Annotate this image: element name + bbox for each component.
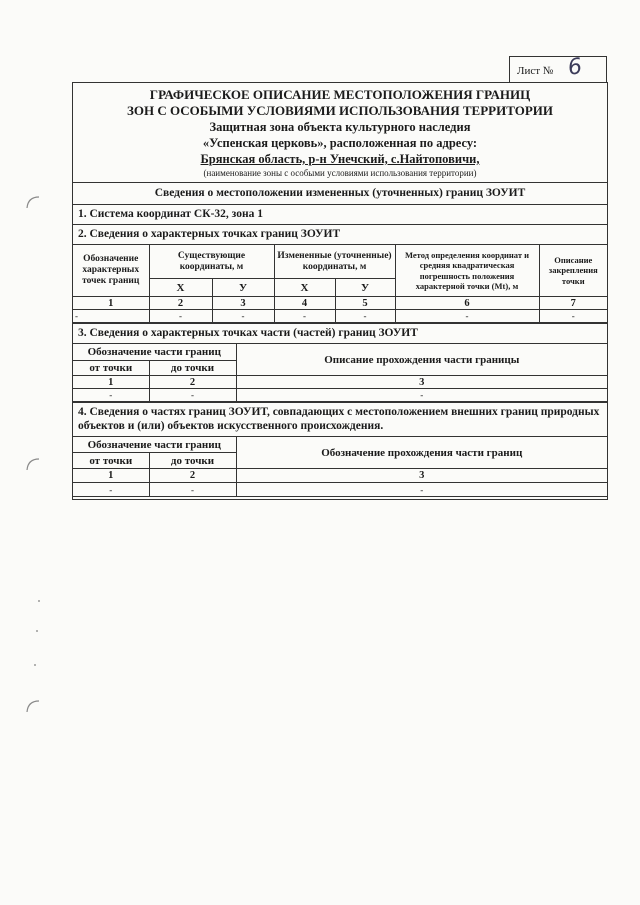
header-changed-coordinates: Измененные (уточненные) координаты, м bbox=[274, 245, 395, 279]
table-cell: - bbox=[212, 310, 274, 323]
column-number: 2 bbox=[149, 297, 212, 310]
column-number: 6 bbox=[395, 297, 539, 310]
table-cell: - bbox=[149, 389, 236, 402]
points-table bbox=[73, 244, 607, 323]
section-4-title: 4. Сведения о частях границ ЗОУИТ, совпадающих с местоположением внешних границ природных объектов и (или) объектов искусственного происхождения. bbox=[73, 402, 607, 436]
document-frame bbox=[72, 82, 608, 500]
part-points-table bbox=[73, 343, 607, 402]
punch-hole-mark bbox=[24, 454, 46, 476]
table-cell: - bbox=[149, 310, 212, 323]
title-line-2: ЗОН С ОСОБЫМИ УСЛОВИЯМИ ИСПОЛЬЗОВАНИЯ ТЕРРИТОРИИ bbox=[127, 103, 553, 118]
table-cell: - bbox=[539, 310, 607, 323]
section-3-title: 3. Сведения о характерных точках части (частей) границ ЗОУИТ bbox=[73, 323, 607, 343]
column-number: 2 bbox=[149, 376, 236, 389]
punch-hole-mark bbox=[24, 696, 46, 718]
header-to-point: до точки bbox=[149, 361, 236, 376]
table-cell: - bbox=[236, 483, 607, 497]
column-number: 3 bbox=[212, 297, 274, 310]
column-number: 7 bbox=[539, 297, 607, 310]
table-cell: - bbox=[335, 310, 395, 323]
table-cell: - bbox=[73, 389, 149, 402]
header-to-point: до точки bbox=[149, 453, 236, 469]
table-cell: - bbox=[149, 483, 236, 497]
zone-name-note: (наименование зоны с особыми условиями использования территории) bbox=[203, 168, 477, 178]
scan-speck bbox=[36, 630, 38, 632]
header-existing-coordinates: Существующие координаты, м bbox=[149, 245, 274, 279]
column-number: 1 bbox=[73, 376, 149, 389]
column-number: 1 bbox=[73, 469, 149, 483]
column-number: 5 bbox=[335, 297, 395, 310]
scan-speck bbox=[38, 600, 40, 602]
sheet-number: 6 bbox=[566, 54, 584, 81]
header-y-changed: У bbox=[335, 279, 395, 297]
header-part-passage: Обозначение прохождения части границ bbox=[236, 437, 607, 469]
column-number: 3 bbox=[236, 469, 607, 483]
column-number: 2 bbox=[149, 469, 236, 483]
header-part-designation: Обозначение части границ bbox=[73, 344, 236, 361]
header-part-description: Описание прохождения части границы bbox=[236, 344, 607, 376]
table-cell: - bbox=[395, 310, 539, 323]
column-number: 1 bbox=[73, 297, 149, 310]
section-changed-title: Сведения о местоположении измененных (уточненных) границ ЗОУИТ bbox=[73, 182, 607, 204]
zone-line-2: «Успенская церковь», расположенная по адресу: bbox=[202, 136, 478, 150]
column-number: 4 bbox=[274, 297, 335, 310]
address-line: Брянская область, р-н Унечский, с.Найтоповичи, bbox=[200, 152, 480, 166]
header-y-existing: У bbox=[212, 279, 274, 297]
table-cell: - bbox=[274, 310, 335, 323]
column-number: 3 bbox=[236, 376, 607, 389]
zone-line-1: Защитная зона объекта культурного наследия bbox=[209, 120, 471, 134]
header-point-designation: Обозначение характерных точек границ bbox=[73, 245, 149, 297]
header-x-changed: X bbox=[274, 279, 335, 297]
header-from-point: от точки bbox=[73, 361, 149, 376]
section-1-coordinate-system: 1. Система координат СК-32, зона 1 bbox=[73, 204, 607, 224]
natural-objects-table bbox=[73, 436, 607, 497]
sheet-number-box bbox=[509, 56, 607, 83]
table-cell: - bbox=[73, 483, 149, 497]
header-x-existing: X bbox=[149, 279, 212, 297]
table-cell: - bbox=[236, 389, 607, 402]
section-2-title: 2. Сведения о характерных точках границ ЗОУИТ bbox=[73, 224, 607, 244]
table-cell: - bbox=[73, 310, 149, 323]
header-from-point: от точки bbox=[73, 453, 149, 469]
sheet-label: Лист № bbox=[517, 65, 554, 77]
title-line-1: ГРАФИЧЕСКОЕ ОПИСАНИЕ МЕСТОПОЛОЖЕНИЯ ГРАНИЦ bbox=[149, 87, 531, 102]
scan-speck bbox=[34, 664, 36, 666]
document-header bbox=[73, 83, 607, 179]
header-fixing-description: Описание закрепления точки bbox=[539, 245, 607, 297]
header-method: Метод определения координат и средняя квадратическая погрешность положения характерной точки (Мt), м bbox=[395, 245, 539, 297]
punch-hole-mark bbox=[24, 192, 46, 214]
header-part-designation: Обозначение части границ bbox=[73, 437, 236, 453]
